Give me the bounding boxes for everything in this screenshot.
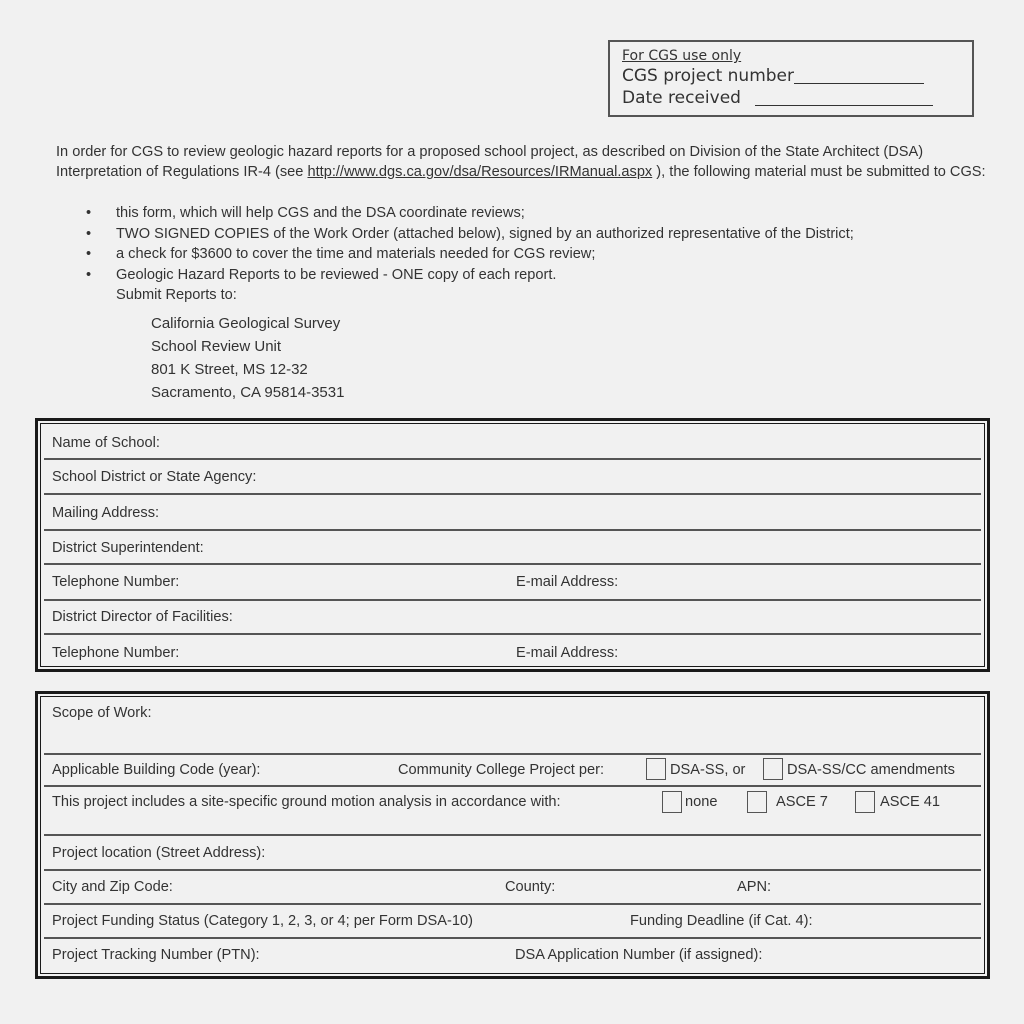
cgs-project-number-field[interactable] bbox=[794, 67, 924, 84]
field-label: Project location (Street Address): bbox=[52, 845, 266, 861]
telephone-field[interactable]: Telephone Number: bbox=[52, 645, 180, 661]
list-item-text: Geologic Hazard Reports to be reviewed - ONE copy of each report. bbox=[116, 266, 557, 283]
dsa-application-number-field[interactable]: DSA Application Number (if assigned): bbox=[515, 947, 763, 963]
school-info-form bbox=[35, 418, 990, 672]
county-field[interactable]: County: bbox=[505, 879, 556, 895]
list-item-text: TWO SIGNED COPIES of the Work Order (attached below), signed by an authorized representative of the District; bbox=[116, 225, 854, 242]
telephone-row-2 bbox=[44, 635, 981, 667]
ptn-field[interactable]: Project Tracking Number (PTN): bbox=[52, 947, 260, 963]
requirements-list bbox=[86, 203, 854, 285]
address-line: California Geological Survey bbox=[151, 315, 341, 332]
email-field[interactable]: E-mail Address: bbox=[516, 574, 619, 590]
bullet-icon: • bbox=[86, 225, 92, 242]
mailing-address-field[interactable] bbox=[44, 495, 981, 531]
asce41-checkbox[interactable] bbox=[855, 791, 875, 813]
asce7-label: ASCE 7 bbox=[776, 794, 828, 810]
dsa-ss-cc-checkbox[interactable] bbox=[763, 758, 783, 780]
funding-deadline-field[interactable]: Funding Deadline (if Cat. 4): bbox=[630, 913, 813, 929]
submit-label: Submit Reports to: bbox=[116, 287, 237, 303]
asce41-label: ASCE 41 bbox=[880, 794, 941, 810]
date-received-field[interactable] bbox=[755, 89, 933, 106]
intro-text: In order for CGS to review geologic hazard reports for a proposed school project, as described on Division of the State Architect (DSA) Interpretation of Regulations IR-4 (see bbox=[56, 144, 924, 180]
field-label: Scope of Work: bbox=[52, 705, 152, 721]
funding-status-field[interactable]: Project Funding Status (Category 1, 2, 3, or 4; per Form DSA-10) bbox=[52, 913, 473, 929]
field-label: District Director of Facilities: bbox=[52, 609, 233, 625]
dsa-ss-cc-label: DSA-SS/CC amendments bbox=[787, 762, 955, 778]
none-checkbox[interactable] bbox=[662, 791, 682, 813]
list-item bbox=[86, 244, 854, 265]
dsa-ss-label: DSA-SS, or bbox=[670, 762, 746, 778]
cc-project-label: Community College Project per: bbox=[398, 762, 605, 778]
field-label: School District or State Agency: bbox=[52, 469, 257, 485]
email-field[interactable]: E-mail Address: bbox=[516, 645, 619, 661]
address-line: Sacramento, CA 95814-3531 bbox=[151, 384, 345, 401]
asce7-checkbox[interactable] bbox=[747, 791, 767, 813]
field-label: Mailing Address: bbox=[52, 505, 160, 521]
school-district-field[interactable] bbox=[44, 460, 981, 495]
building-code-field[interactable]: Applicable Building Code (year): bbox=[52, 762, 261, 778]
bullet-icon: • bbox=[86, 246, 92, 262]
address-line: 801 K Street, MS 12-32 bbox=[151, 361, 308, 378]
none-label: none bbox=[685, 794, 718, 810]
project-info-form bbox=[35, 691, 990, 979]
scope-of-work-field[interactable] bbox=[44, 698, 981, 755]
name-of-school-field[interactable] bbox=[44, 425, 981, 460]
list-item-text: a check for $3600 to cover the time and materials needed for CGS review; bbox=[116, 246, 596, 262]
intro-paragraph bbox=[56, 142, 1006, 182]
mailing-address-block bbox=[151, 312, 344, 404]
ptn-row bbox=[44, 939, 981, 972]
field-label: Name of School: bbox=[52, 435, 160, 451]
intro-text-end: ), the following material must be submitted to CGS: bbox=[652, 164, 986, 180]
ir-manual-link[interactable]: http://www.dgs.ca.gov/dsa/Resources/IRManual.aspx bbox=[307, 164, 653, 180]
address-line: School Review Unit bbox=[151, 338, 282, 355]
list-item bbox=[86, 265, 854, 286]
city-zip-row bbox=[44, 871, 981, 905]
field-label: District Superintendent: bbox=[52, 540, 204, 556]
telephone-row-1 bbox=[44, 565, 981, 601]
list-item bbox=[86, 203, 854, 224]
cgs-project-number-label: CGS project number bbox=[622, 66, 794, 86]
director-facilities-field[interactable] bbox=[44, 601, 981, 635]
funding-row bbox=[44, 905, 981, 939]
ground-motion-row bbox=[44, 787, 981, 836]
list-item bbox=[86, 224, 854, 245]
telephone-field[interactable]: Telephone Number: bbox=[52, 574, 180, 590]
apn-field[interactable]: APN: bbox=[737, 879, 772, 895]
bullet-icon: • bbox=[86, 205, 92, 221]
ground-motion-label: This project includes a site-specific ground motion analysis in accordance with: bbox=[52, 794, 561, 810]
cgs-use-only-box bbox=[608, 40, 974, 117]
bullet-icon: • bbox=[86, 266, 92, 283]
cgs-box-header: For CGS use only bbox=[622, 48, 742, 64]
list-item-text: this form, which will help CGS and the DSA coordinate reviews; bbox=[116, 205, 525, 221]
superintendent-field[interactable] bbox=[44, 531, 981, 565]
project-location-field[interactable] bbox=[44, 836, 981, 871]
building-code-row bbox=[44, 755, 981, 787]
city-zip-field[interactable]: City and Zip Code: bbox=[52, 879, 173, 895]
date-received-label: Date received bbox=[622, 88, 741, 108]
dsa-ss-checkbox[interactable] bbox=[646, 758, 666, 780]
